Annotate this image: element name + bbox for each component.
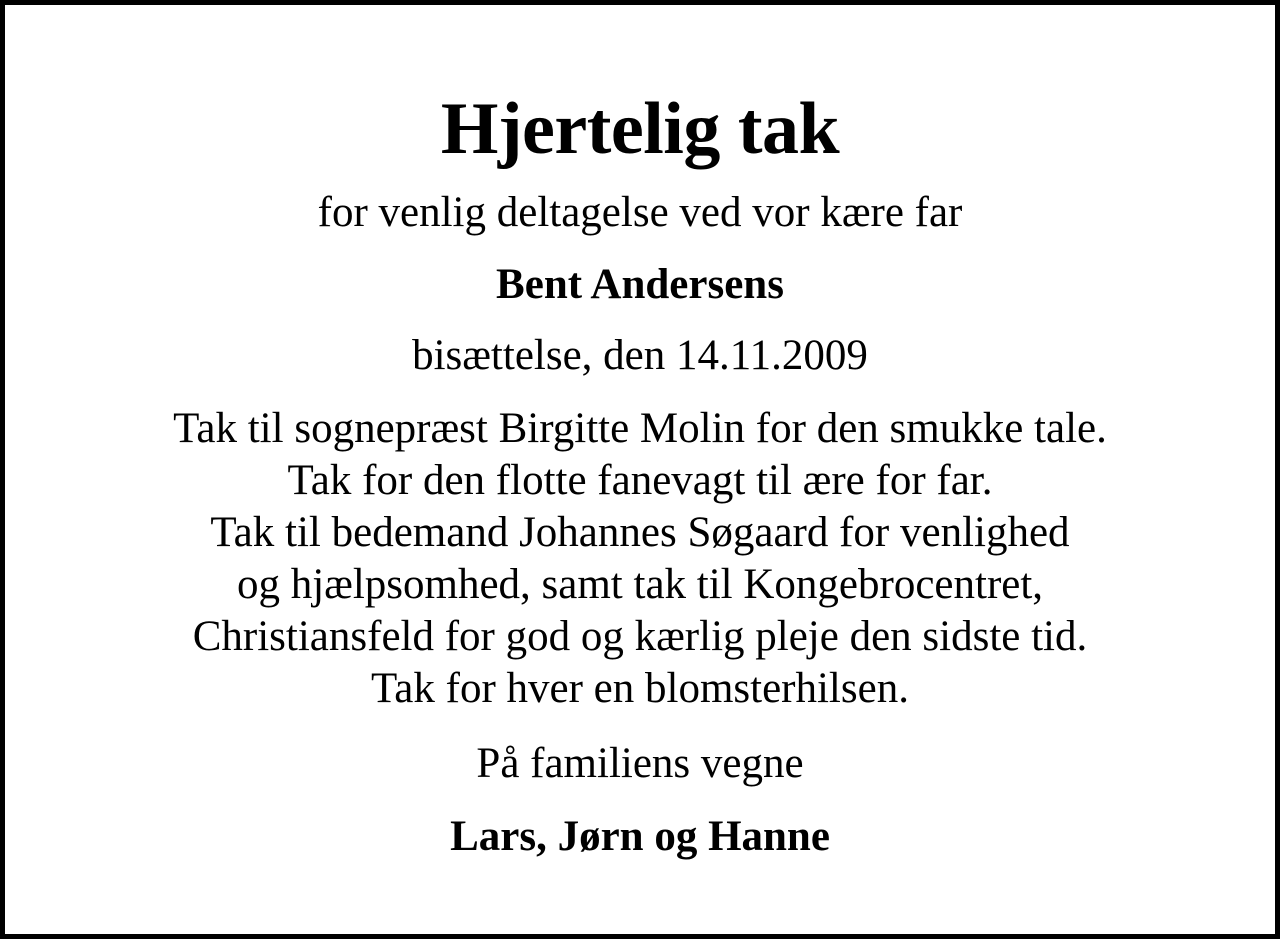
closing-text: På familiens vegne <box>476 740 804 787</box>
funeral-date: bisættelse, den 14.11.2009 <box>412 332 868 379</box>
thanks-line: Christiansfeld for god og kærlig pleje den sidste tid. <box>192 613 1088 660</box>
thanks-line: og hjælpsomhed, samt tak til Kongebrocentret, <box>236 561 1044 608</box>
signature: Lars, Jørn og Hanne <box>450 813 830 860</box>
notice-title: Hjertelig tak <box>440 88 840 170</box>
thanks-line: Tak for hver en blomsterhilsen. <box>371 665 909 712</box>
notice-subtitle: for venlig deltagelse ved vor kære far <box>317 189 963 236</box>
thanks-line: Tak for den flotte fanevagt til ære for far. <box>287 457 993 504</box>
thanks-line: Tak til sognepræst Birgitte Molin for den smukke tale. <box>173 405 1107 452</box>
thanks-line: Tak til bedemand Johannes Søgaard for venlighed <box>210 509 1070 556</box>
deceased-name: Bent Andersens <box>496 261 784 308</box>
thanks-body <box>5 403 1275 715</box>
